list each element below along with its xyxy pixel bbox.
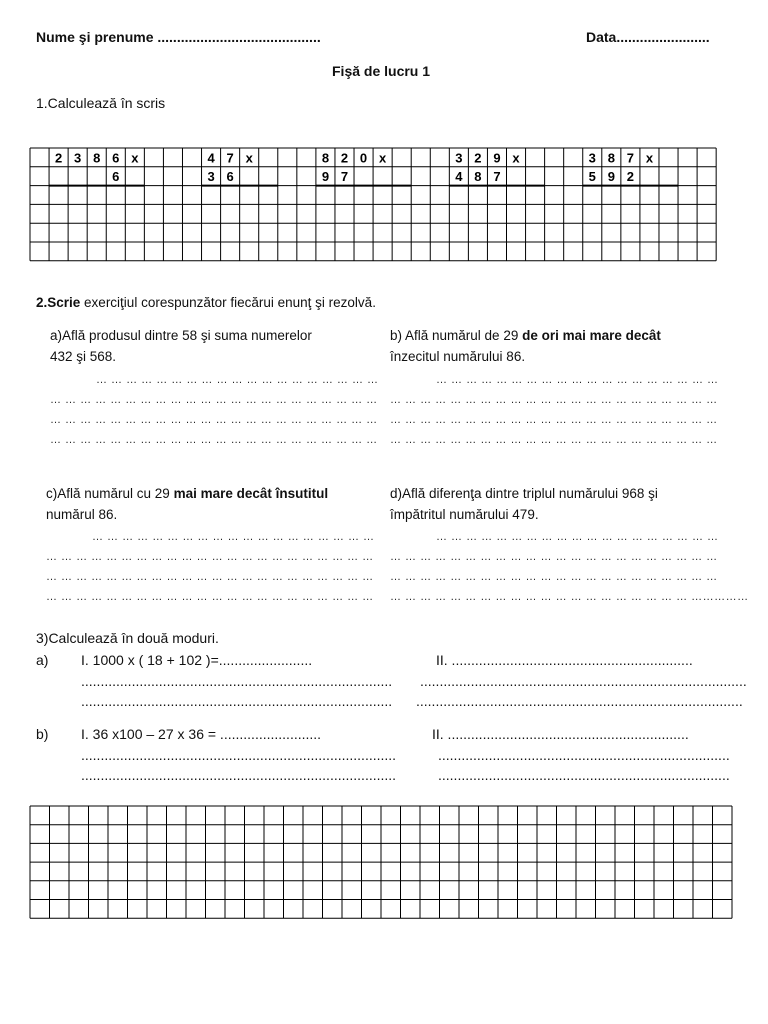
grid-cell-digit: 2 <box>340 150 349 166</box>
answer-line: … … … … … … … … … … … … … … … … … … … … … … <box>50 394 378 406</box>
ex2-b-text: b) Află numărul de 29 <box>390 328 523 343</box>
grid-cell-digit: x <box>512 150 520 166</box>
grid-cell-digit: x <box>378 150 387 166</box>
ex2-a-line2: 432 şi 568. <box>50 349 117 364</box>
grid-cell-digit: 8 <box>607 150 615 166</box>
ex2-d-line1: d)Află diferenţa dintre triplul numărului 968 şi <box>390 486 658 501</box>
answer-line: … … … … … … … … … … … … … … … … … … … <box>436 374 719 386</box>
ex2-c-text: c)Află numărul cu 29 <box>46 486 174 501</box>
grid-cell-digit: 2 <box>626 169 635 185</box>
answer-line: ........................................................................... <box>438 767 730 783</box>
grid-cell-digit: 4 <box>455 169 463 185</box>
grid-cell-digit: 7 <box>340 169 349 185</box>
answer-line: … … … … … … … … … … … … … … … … … … … … … … <box>390 571 718 583</box>
ex3-b-method-2: II. .............................................................. <box>432 726 689 742</box>
ex2-heading-text: exerciţiul corespunzător fiecărui enunţ şi rezolvă. <box>80 295 376 310</box>
grid-cell-digit: x <box>245 150 253 166</box>
name-field-label: Nume şi prenume .......................................... <box>36 29 321 45</box>
ex1-heading: 1.Calculează în scris <box>36 95 166 111</box>
answer-line: … … … … … … … … … … … … … … … … … … … … … … <box>390 434 718 446</box>
grid-cell-digit: 9 <box>607 169 615 185</box>
answer-line: .................................................................................... <box>416 693 743 709</box>
answer-line: … … … … … … … … … … … … … … … … … … … … … … <box>46 591 374 603</box>
ex2-b-bold-text: de ori mai mare decât <box>522 328 661 343</box>
ex2-b-line2: înzecitul numărului 86. <box>390 349 526 364</box>
answer-line: ................................................................................. <box>81 767 397 783</box>
answer-line: … … … … … … … … … … … … … … … … … … … <box>436 531 719 543</box>
ex2-b-line1 <box>390 328 661 343</box>
answer-line: … … … … … … … … … … … … … … … … … … … … … … <box>46 571 374 583</box>
grid-cell-digit: 9 <box>321 169 330 185</box>
ex3-b-method-1: I. 36 x100 – 27 x 36 = .......................... <box>81 726 322 742</box>
grid-cell-digit: 6 <box>112 169 120 185</box>
date-field-label: Data........................ <box>586 29 710 45</box>
ex2-c-bold-text: mai mare decât însutitul <box>173 486 329 501</box>
ex2-c-line1 <box>46 486 328 501</box>
ex3-a-method-1: I. 1000 x ( 18 + 102 )=........................ <box>81 652 313 668</box>
ex3-heading: 3)Calculează în două moduri. <box>36 630 219 646</box>
grid-cell-digit: 9 <box>493 150 501 166</box>
answer-line: .................................................................................... <box>420 673 747 689</box>
grid-cell-digit: 2 <box>54 150 63 166</box>
grid-cell-digit: 7 <box>226 150 234 166</box>
grid-cell-digit: 7 <box>493 169 501 185</box>
ex3-b-label: b) <box>36 726 49 742</box>
grid-cell-digit: 8 <box>474 169 482 185</box>
ex2-d-line2: împătritul numărului 479. <box>390 507 539 522</box>
answer-line: … … … … … … … … … … … … … … … … … … … <box>96 374 379 386</box>
grid-cell-digit: 4 <box>207 150 215 166</box>
grid-cell-digit: 3 <box>588 150 596 166</box>
grid-cell-digit: 7 <box>626 150 635 166</box>
ex2-heading <box>36 295 376 310</box>
answer-line: ........................................................................... <box>438 747 730 763</box>
ex3-a-label: a) <box>36 652 49 668</box>
grid-cell-digit: 3 <box>207 169 215 185</box>
ex3-a-method-2: II. .............................................................. <box>436 652 693 668</box>
answer-line: … … … … … … … … … … … … … … … … … … … … … … <box>50 434 378 446</box>
grid-cell-digit: 6 <box>112 150 120 166</box>
grid-cell-digit: 3 <box>455 150 463 166</box>
answer-line: … … … … … … … … … … … … … … … … … … … … … … <box>46 551 374 563</box>
grid-cell-digit: 8 <box>93 150 101 166</box>
ex2-c-line2: numărul 86. <box>46 507 118 522</box>
grid-cell-digit: 3 <box>74 150 82 166</box>
answer-line: … … … … … … … … … … … … … … … … … … … … … … <box>390 551 718 563</box>
answer-line: … … … … … … … … … … … … … … … … … … … … … … <box>390 394 718 406</box>
answer-line: … … … … … … … … … … … … … … … … … … … <box>92 531 375 543</box>
grid-cell-digit: 2 <box>474 150 482 166</box>
answer-line: … … … … … … … … … … … … … … … … … … … … …………… <box>390 591 749 603</box>
grid-cell-digit: 5 <box>588 169 596 185</box>
answer-line: … … … … … … … … … … … … … … … … … … … … … … <box>50 414 378 426</box>
answer-line: ................................................................................. <box>81 747 397 763</box>
grid-cell-digit: 0 <box>359 150 368 166</box>
ex2-heading-number: 2.Scrie <box>36 295 81 310</box>
ex2-a-line1: a)Află produsul dintre 58 şi suma numerelor <box>50 328 312 343</box>
grid-cell-digit: x <box>131 150 139 166</box>
answer-line: ................................................................................ <box>81 693 393 709</box>
answer-line: ................................................................................ <box>81 673 393 689</box>
worksheet-title: Fişă de lucru 1 <box>332 63 431 79</box>
answer-line: … … … … … … … … … … … … … … … … … … … … … … <box>390 414 718 426</box>
grid-cell-digit: 6 <box>226 169 234 185</box>
grid-cell-digit: 8 <box>321 150 330 166</box>
grid-cell-digit: x <box>645 150 654 166</box>
